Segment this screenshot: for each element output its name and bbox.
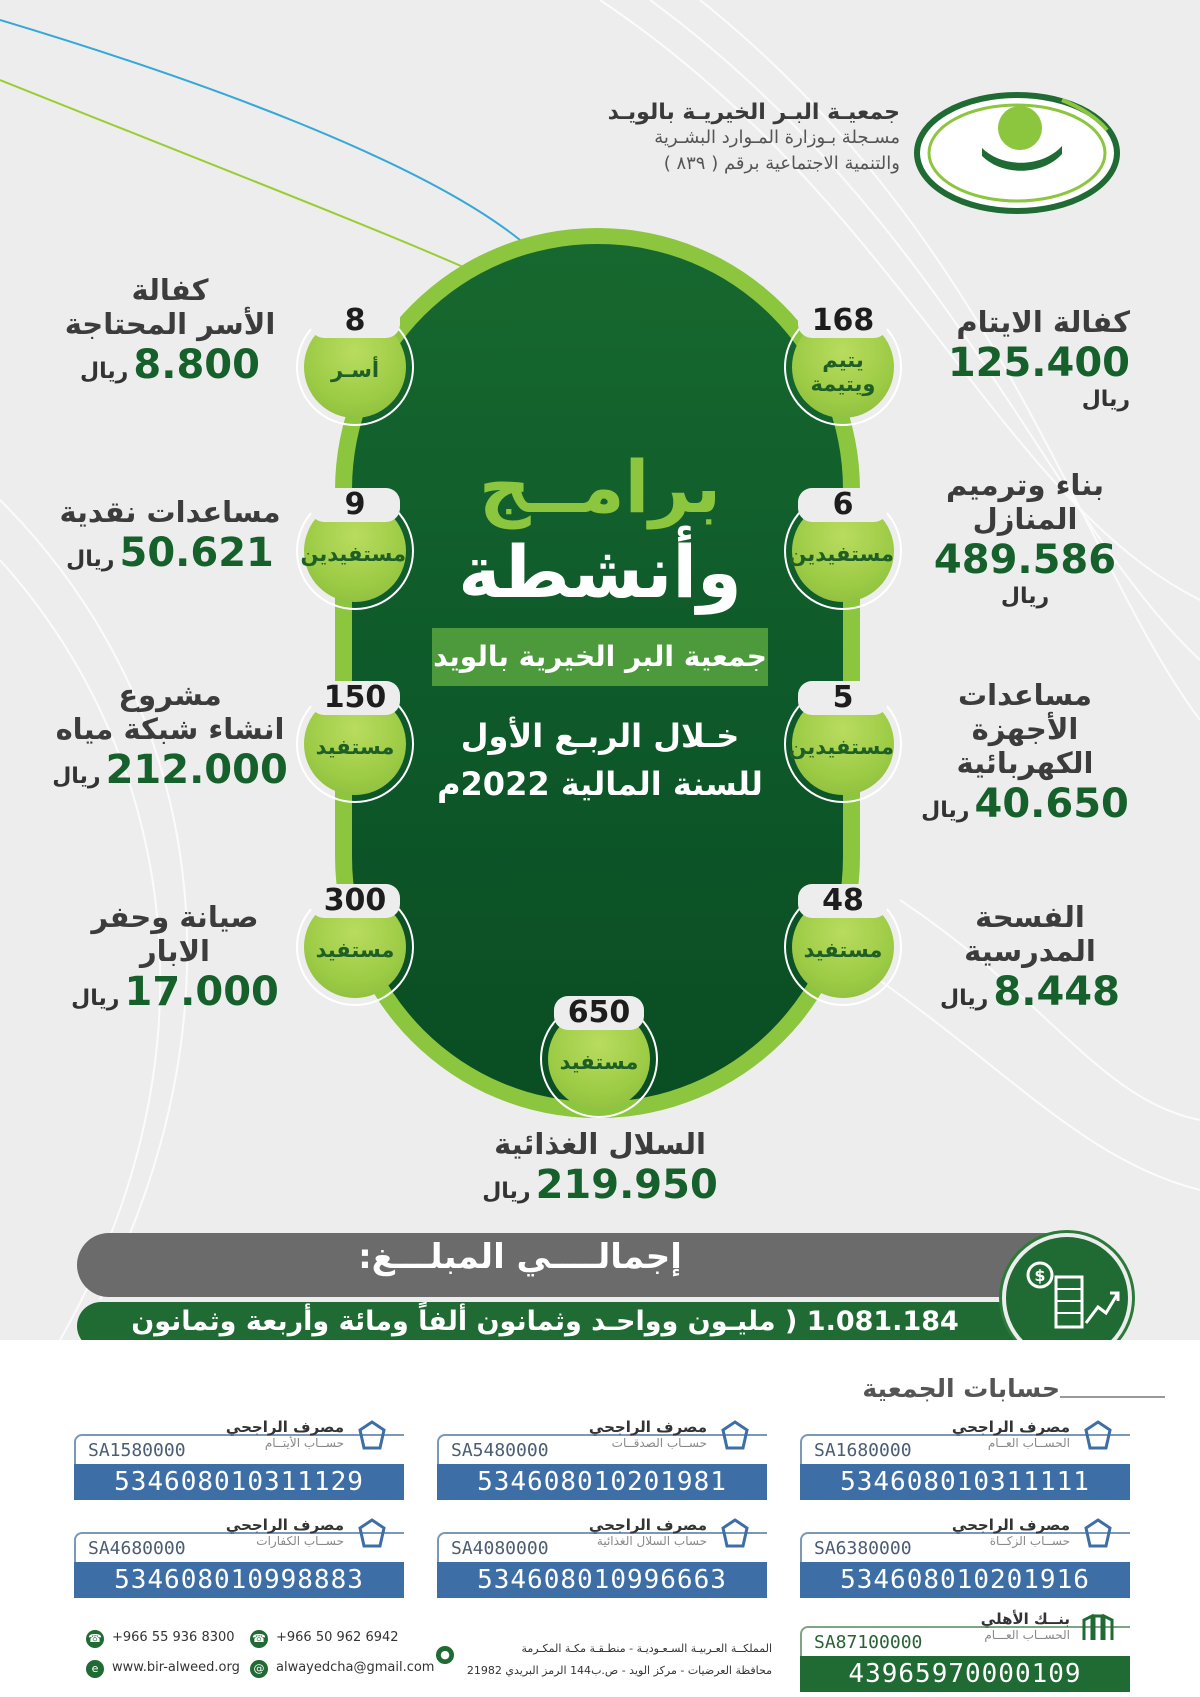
- bank-name: مصرف الراجحي: [588, 1516, 707, 1534]
- badge-unit: [792, 348, 894, 396]
- email-icon: @: [250, 1660, 268, 1678]
- program-title: صيانة وحفر الابار: [91, 900, 259, 968]
- program-school: [905, 900, 1155, 1016]
- currency: ريال: [52, 764, 101, 789]
- program-title-line-1: بناء وترميم: [945, 468, 1105, 502]
- badge-unit: أسـر: [330, 358, 380, 382]
- alrajhi-bank-icon: [717, 1518, 753, 1548]
- phone-2: +966 50 962 6942: [276, 1630, 399, 1645]
- badge-food: [540, 995, 658, 1118]
- accounts-title: حسابات الجمعية: [862, 1374, 1060, 1403]
- accounts-title-divider: [1060, 1396, 1165, 1398]
- badge-count: 650: [554, 996, 644, 1030]
- program-amount: 40.650: [974, 781, 1129, 827]
- program-title-line-1: كفالة: [131, 273, 209, 307]
- account-card: [437, 1516, 767, 1596]
- account-purpose: حساب السلال الغذائية: [596, 1534, 707, 1548]
- program-amount: 219.950: [535, 1162, 718, 1208]
- badge-unit-line-1: يتيم: [822, 348, 864, 372]
- account-card: [800, 1516, 1130, 1596]
- website-icon: e: [86, 1660, 104, 1678]
- program-food: [480, 1127, 720, 1209]
- program-amount: 125.400: [947, 340, 1130, 386]
- account-number: 534608010311111: [800, 1464, 1130, 1500]
- currency: ريال: [1081, 387, 1130, 412]
- program-cash: [55, 495, 285, 577]
- total-amount-text: 1.081.184 ( مليـون وواحـد وثمانون ألفاً ومائة وأربعة وثمانون: [131, 1306, 959, 1337]
- program-water: [50, 678, 290, 794]
- badge-count: 8: [310, 304, 400, 338]
- badge-school: [784, 883, 902, 1006]
- currency: ريال: [66, 547, 115, 572]
- badge-unit: مستفيد: [315, 938, 395, 962]
- total-label: إجمالــــي المبلـــغ:: [358, 1237, 682, 1277]
- currency: ريال: [921, 798, 970, 823]
- bank-name: مصرف الراجحي: [588, 1418, 707, 1436]
- badge-unit-line-2: ويتيمة: [810, 372, 876, 396]
- badge-unit: مستفيد: [315, 735, 395, 759]
- currency: ريال: [1000, 584, 1050, 609]
- program-title-line-2: الأسر المحتاجة: [64, 307, 276, 341]
- phone-1: +966 55 936 8300: [112, 1630, 235, 1645]
- iban-prefix: SA6380000: [814, 1538, 912, 1559]
- center-subtitle-line-2: للسنة المالية 2022م: [437, 765, 763, 803]
- badge-count: 48: [798, 884, 888, 918]
- account-purpose: حســاب الزكــاة: [989, 1534, 1070, 1548]
- badge-unit: مستفيدين: [788, 542, 894, 566]
- iban-prefix: SA1680000: [814, 1440, 912, 1461]
- program-amount: 489.586: [933, 537, 1117, 583]
- address-line-2: محافظة العرضيات - مركز الويد - ص.ب144 الرمز البريدي 21982: [466, 1664, 772, 1677]
- iban-prefix: SA87100000: [814, 1632, 923, 1653]
- currency: ريال: [80, 359, 129, 384]
- alrajhi-bank-icon: [354, 1518, 390, 1548]
- account-card: [74, 1516, 404, 1596]
- header: [560, 100, 900, 177]
- phone-icon: ☎: [250, 1630, 268, 1648]
- center-title-activities: وأنشطة: [458, 530, 742, 614]
- program-title: مساعدات نقدية: [59, 495, 281, 529]
- iban-prefix: SA4680000: [88, 1538, 186, 1559]
- account-number: 43965970000109: [800, 1656, 1130, 1692]
- badge-unit: مستفيدين: [788, 735, 894, 759]
- bank-name: مصرف الراجحي: [951, 1418, 1070, 1436]
- program-title-line-2: الأجهزة الكهربائية: [956, 712, 1094, 780]
- account-card: [800, 1418, 1130, 1498]
- account-purpose: الحســاب العـــام: [984, 1628, 1070, 1642]
- badge-count: 9: [310, 488, 400, 522]
- account-purpose: حســاب الصدقــات: [611, 1436, 707, 1450]
- program-title: السلال الغذائية: [494, 1127, 706, 1161]
- iban-prefix: SA4080000: [451, 1538, 549, 1559]
- center-subtitle-line-1: خـلال الربـع الأول: [460, 717, 740, 755]
- account-card: [74, 1418, 404, 1498]
- program-houses: [920, 468, 1130, 609]
- center-band-org: جمعية البر الخيرية بالويد: [432, 628, 768, 686]
- iban-prefix: SA1580000: [88, 1440, 186, 1461]
- bank-name: مصرف الراجحي: [951, 1516, 1070, 1534]
- program-amount: 212.000: [105, 747, 288, 793]
- center-subtitle: [400, 712, 800, 808]
- program-amount: 8.448: [993, 969, 1120, 1015]
- location-icon: ●: [436, 1646, 454, 1664]
- iban-prefix: SA5480000: [451, 1440, 549, 1461]
- badge-appliances: [784, 680, 902, 803]
- website: www.bir-alweed.org: [112, 1660, 240, 1675]
- program-families: [60, 273, 280, 389]
- badge-unit: مستفيدين: [300, 542, 406, 566]
- alrajhi-bank-icon: [717, 1420, 753, 1450]
- program-title-line-2: انشاء شبكة مياه: [55, 712, 285, 746]
- currency: ريال: [940, 986, 989, 1011]
- bank-name: مصرف الراجحي: [225, 1418, 344, 1436]
- account-number: 534608010201981: [437, 1464, 767, 1500]
- svg-text:$: $: [1034, 1266, 1046, 1285]
- account-number: 534608010311129: [74, 1464, 404, 1500]
- account-number: 534608010996663: [437, 1562, 767, 1598]
- program-title: كفالة الايتام: [956, 305, 1130, 339]
- badge-families: [296, 303, 414, 426]
- program-amount: 8.800: [133, 342, 260, 388]
- account-card: [437, 1418, 767, 1498]
- badge-houses: [784, 487, 902, 610]
- currency: ريال: [482, 1179, 531, 1204]
- alrajhi-bank-icon: [1080, 1518, 1116, 1548]
- alahli-bank-icon: [1080, 1612, 1116, 1642]
- program-title-line-1: مساعدات: [958, 678, 1092, 712]
- badge-water: [296, 680, 414, 803]
- badge-unit: مستفيد: [803, 938, 883, 962]
- badge-cash: [296, 487, 414, 610]
- account-purpose: حســاب الأيتــام: [264, 1436, 344, 1450]
- badge-count: 150: [310, 681, 400, 715]
- program-orphans: [920, 305, 1130, 412]
- currency: ريال: [71, 986, 120, 1011]
- badge-count: 5: [798, 681, 888, 715]
- program-amount: 50.621: [119, 530, 274, 576]
- address: [462, 1638, 772, 1682]
- badge-count: 6: [798, 488, 888, 522]
- registration-line-1: مسـجلة بـوزارة المـوارد البشـرية: [654, 127, 900, 148]
- phone-icon: ☎: [86, 1630, 104, 1648]
- badge-wells: [296, 883, 414, 1006]
- account-number: 534608010201916: [800, 1562, 1130, 1598]
- bank-name: بنــك الأهلي: [980, 1610, 1070, 1628]
- alrajhi-bank-icon: [1080, 1420, 1116, 1450]
- alrajhi-bank-icon: [354, 1420, 390, 1450]
- org-logo: [912, 88, 1122, 218]
- program-amount: 17.000: [124, 969, 279, 1015]
- account-purpose: الحســاب العــام: [987, 1436, 1070, 1450]
- program-title-line-2: المنازل: [972, 502, 1078, 536]
- account-card: [800, 1610, 1130, 1690]
- address-line-1: المملكــة العـربيـة السـعـوديـة - منطـقـة مكـة المكـرمة: [521, 1642, 772, 1655]
- registration-line-2: والتنمية الاجتماعية برقم ( ٨٣٩ ): [663, 153, 900, 174]
- email: alwayedcha@gmail.com: [276, 1660, 435, 1675]
- bank-name: مصرف الراجحي: [225, 1516, 344, 1534]
- program-title: الفسحة المدرسية: [964, 900, 1096, 968]
- badge-orphans: [784, 303, 902, 426]
- badge-unit: مستفيد: [559, 1050, 639, 1074]
- badge-count: 168: [798, 304, 888, 338]
- program-title-line-1: مشروع: [118, 678, 222, 712]
- account-number: 534608010998883: [74, 1562, 404, 1598]
- center-title-programs: برامــج: [478, 445, 722, 529]
- account-purpose: حســاب الكفارات: [256, 1534, 344, 1548]
- program-wells: [55, 900, 295, 1016]
- org-name: جمعيـة البـر الخيريـة بالويـد: [607, 100, 900, 125]
- badge-count: 300: [310, 884, 400, 918]
- program-appliances: [905, 678, 1145, 828]
